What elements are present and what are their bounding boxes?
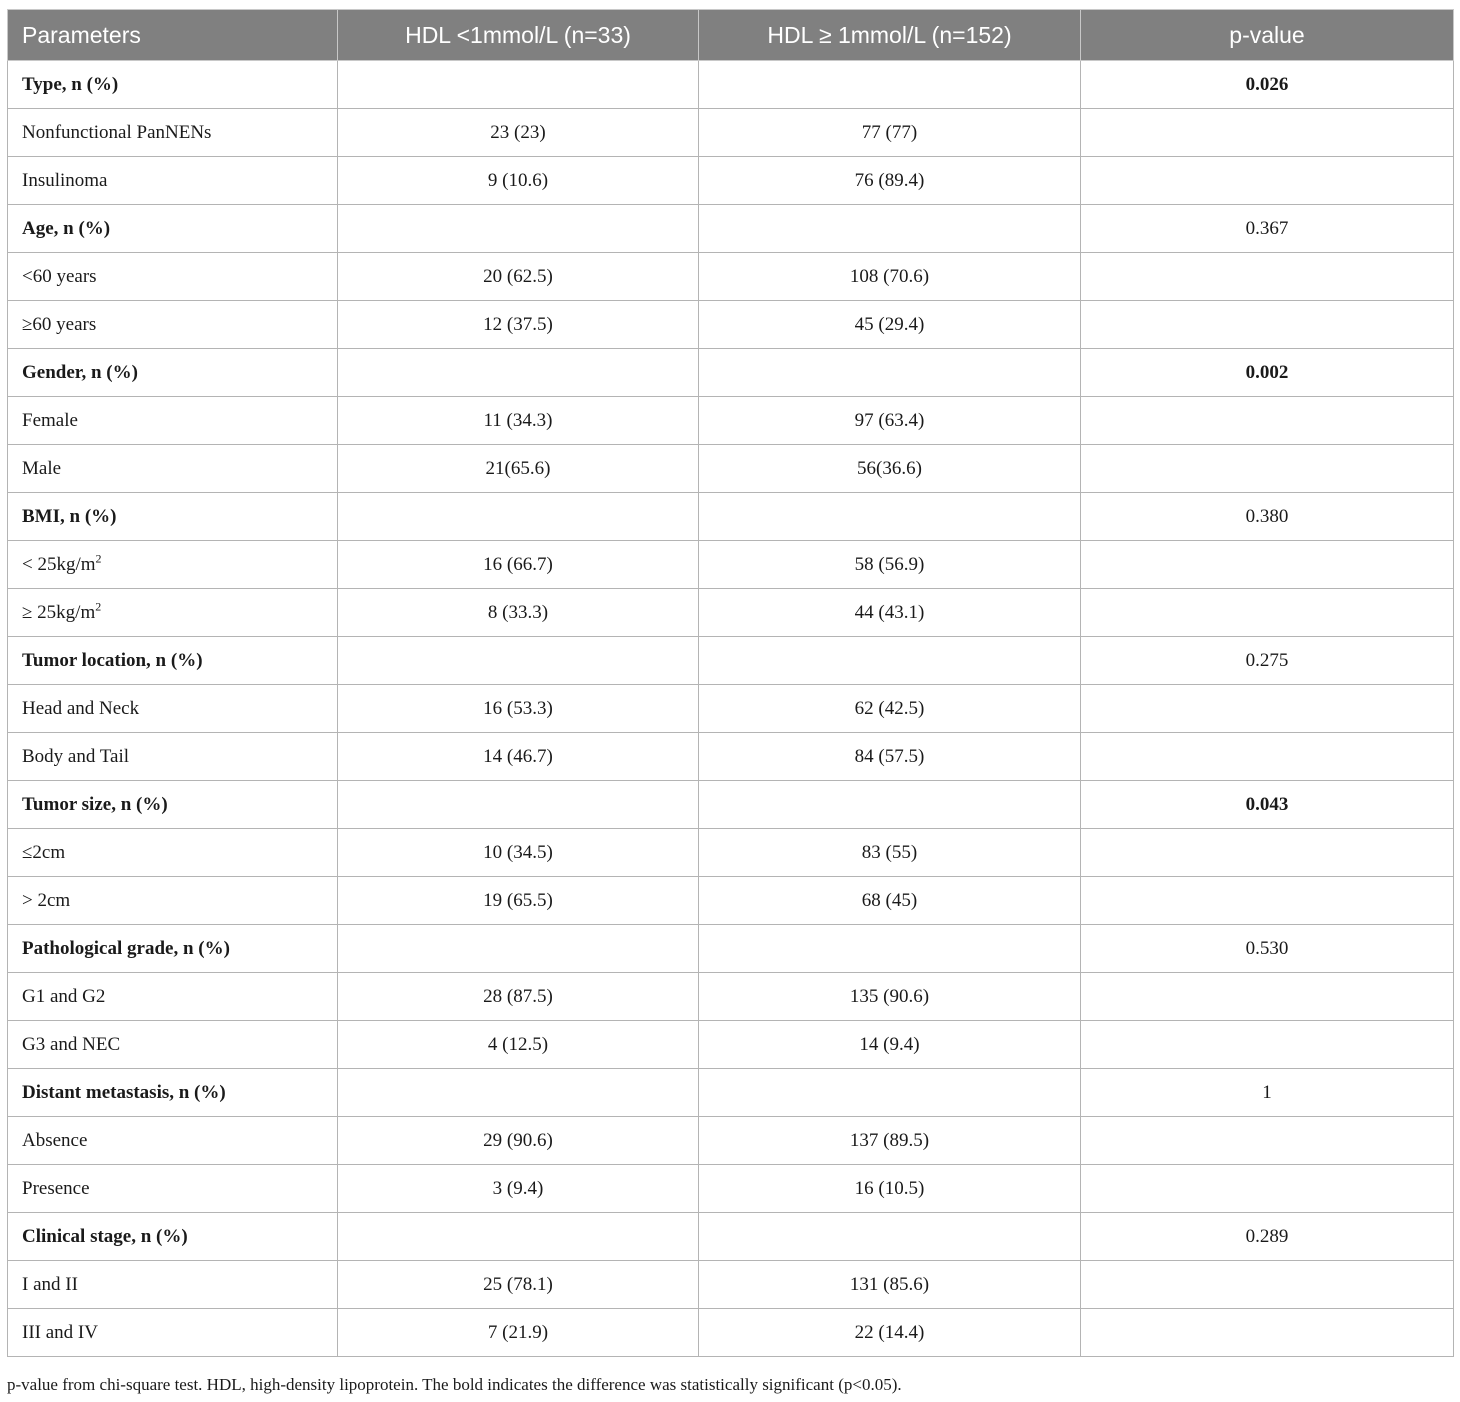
row-hdl-high-value: 56(36.6) [699,445,1081,493]
row-parameter-label: Distant metastasis, n (%) [22,1081,226,1103]
row-hdl-low-value: 4 (12.5) [338,1021,699,1069]
row-hdl-low-value: 9 (10.6) [338,157,699,205]
row-hdl-low-value [338,205,699,253]
row-parameter [8,925,338,973]
row-parameter [8,301,338,349]
row-parameter-label: Tumor location, n (%) [22,649,203,671]
row-parameter-label: Female [22,409,78,431]
row-parameter [8,1069,338,1117]
row-parameter-label: G1 and G2 [22,985,106,1007]
row-parameter [8,253,338,301]
row-hdl-low-value [338,349,699,397]
row-hdl-high-value [699,493,1081,541]
row-parameter-label: Gender, n (%) [22,361,138,383]
row-hdl-low-value: 8 (33.3) [338,589,699,637]
row-hdl-low-value: 20 (62.5) [338,253,699,301]
row-hdl-low-value [338,925,699,973]
row-hdl-high-value [699,637,1081,685]
row-p-value: 0.530 [1081,925,1454,973]
row-parameter-label: < 25kg/m [22,553,96,575]
row-parameter-label: Head and Neck [22,697,140,719]
table-row [8,1165,1454,1213]
row-parameter-label: > 2cm [22,889,71,911]
row-parameter [8,1309,338,1357]
row-parameter-label: <60 years [22,265,97,287]
table-body [8,61,1454,1357]
row-hdl-high-value [699,925,1081,973]
table-group-row [8,349,1454,397]
row-p-value [1081,157,1454,205]
row-hdl-high-value [699,1069,1081,1117]
row-hdl-low-value [338,1213,699,1261]
row-hdl-high-value [699,61,1081,109]
row-hdl-high-value: 135 (90.6) [699,973,1081,1021]
table-row [8,973,1454,1021]
row-hdl-high-value: 44 (43.1) [699,589,1081,637]
table-row [8,685,1454,733]
table-group-row [8,61,1454,109]
table-group-row [8,205,1454,253]
row-hdl-high-value: 62 (42.5) [699,685,1081,733]
row-p-value [1081,733,1454,781]
row-p-value [1081,973,1454,1021]
row-hdl-low-value [338,61,699,109]
row-parameter-label: ≤2cm [22,841,66,863]
row-parameter [8,205,338,253]
row-parameter-label: I and II [22,1273,78,1295]
row-p-value [1081,1261,1454,1309]
row-p-value: 0.380 [1081,493,1454,541]
table-row [8,1309,1454,1357]
row-parameter-label: BMI, n (%) [22,505,117,527]
table-row [8,253,1454,301]
row-parameter [8,1261,338,1309]
table-row [8,1117,1454,1165]
row-p-value: 0.043 [1081,781,1454,829]
superscript: 2 [95,551,102,566]
row-p-value: 0.367 [1081,205,1454,253]
row-parameter [8,445,338,493]
row-parameter-label: Presence [22,1177,90,1199]
row-parameter-label: Insulinoma [22,169,108,191]
row-p-value [1081,877,1454,925]
row-p-value [1081,541,1454,589]
row-parameter-label: Nonfunctional PanNENs [22,121,212,143]
row-hdl-high-value: 97 (63.4) [699,397,1081,445]
row-parameter [8,397,338,445]
row-hdl-low-value: 19 (65.5) [338,877,699,925]
table-header [8,10,1454,61]
header-row [8,10,1454,61]
row-parameter [8,61,338,109]
row-hdl-low-value [338,1069,699,1117]
row-hdl-high-value: 84 (57.5) [699,733,1081,781]
row-parameter [8,493,338,541]
header-parameters: Parameters [8,10,338,61]
row-parameter-label: Tumor size, n (%) [22,793,168,815]
row-p-value [1081,589,1454,637]
row-parameter [8,109,338,157]
row-hdl-low-value: 23 (23) [338,109,699,157]
table-row [8,397,1454,445]
row-hdl-low-value: 16 (53.3) [338,685,699,733]
row-hdl-high-value: 68 (45) [699,877,1081,925]
row-parameter [8,733,338,781]
row-p-value [1081,829,1454,877]
row-parameter-label: G3 and NEC [22,1033,121,1055]
row-hdl-high-value: 76 (89.4) [699,157,1081,205]
row-p-value [1081,685,1454,733]
row-hdl-high-value: 108 (70.6) [699,253,1081,301]
header-p-value: p-value [1081,10,1454,61]
row-hdl-low-value: 16 (66.7) [338,541,699,589]
table-group-row [8,1213,1454,1261]
row-parameter-label: Age, n (%) [22,217,111,239]
table-row [8,157,1454,205]
row-hdl-high-value: 22 (14.4) [699,1309,1081,1357]
table-group-row [8,637,1454,685]
row-hdl-low-value [338,637,699,685]
row-parameter [8,829,338,877]
row-p-value [1081,1309,1454,1357]
table-row [8,829,1454,877]
table-row [8,1261,1454,1309]
row-hdl-high-value: 77 (77) [699,109,1081,157]
row-p-value [1081,109,1454,157]
row-hdl-low-value: 12 (37.5) [338,301,699,349]
row-p-value [1081,253,1454,301]
row-hdl-low-value: 10 (34.5) [338,829,699,877]
row-hdl-high-value: 58 (56.9) [699,541,1081,589]
row-parameter-label: Pathological grade, n (%) [22,937,230,959]
row-parameter-label: Type, n (%) [22,73,119,95]
row-parameter [8,541,338,589]
table-row [8,877,1454,925]
row-parameter [8,1117,338,1165]
row-p-value [1081,301,1454,349]
row-p-value [1081,445,1454,493]
row-hdl-high-value [699,349,1081,397]
row-hdl-high-value: 83 (55) [699,829,1081,877]
row-parameter-label: Body and Tail [22,745,130,767]
row-parameter [8,157,338,205]
row-hdl-low-value [338,493,699,541]
hdl-comparison-table [7,9,1454,1357]
row-hdl-high-value [699,205,1081,253]
row-p-value: 1 [1081,1069,1454,1117]
row-hdl-low-value: 21(65.6) [338,445,699,493]
row-parameter-label: ≥ 25kg/m [22,601,96,623]
row-p-value: 0.275 [1081,637,1454,685]
row-parameter [8,877,338,925]
superscript: 2 [95,599,102,614]
row-parameter-label: ≥60 years [22,313,97,335]
table-footnote: p-value from chi-square test. HDL, high-density lipoprotein. The bold indicates the difference was statistically significant (p<0.05). [7,1375,902,1394]
row-p-value: 0.289 [1081,1213,1454,1261]
row-p-value: 0.026 [1081,61,1454,109]
row-hdl-high-value: 45 (29.4) [699,301,1081,349]
row-hdl-low-value: 25 (78.1) [338,1261,699,1309]
row-p-value: 0.002 [1081,349,1454,397]
table-group-row [8,925,1454,973]
row-parameter [8,973,338,1021]
data-table-container [7,9,1453,1357]
row-parameter-label: Male [22,457,62,479]
row-parameter [8,1165,338,1213]
row-hdl-low-value: 29 (90.6) [338,1117,699,1165]
row-hdl-low-value: 7 (21.9) [338,1309,699,1357]
table-group-row [8,781,1454,829]
row-hdl-high-value: 131 (85.6) [699,1261,1081,1309]
row-hdl-high-value [699,1213,1081,1261]
row-parameter [8,1213,338,1261]
row-parameter-label: III and IV [22,1321,98,1343]
table-row [8,541,1454,589]
row-hdl-low-value: 14 (46.7) [338,733,699,781]
table-row [8,733,1454,781]
header-hdl-high: HDL ≥ 1mmol/L (n=152) [699,10,1081,61]
row-hdl-high-value [699,781,1081,829]
row-parameter-label: Absence [22,1129,88,1151]
row-hdl-low-value [338,781,699,829]
row-hdl-high-value: 137 (89.5) [699,1117,1081,1165]
table-row [8,589,1454,637]
row-hdl-low-value: 11 (34.3) [338,397,699,445]
row-hdl-low-value: 3 (9.4) [338,1165,699,1213]
row-parameter [8,685,338,733]
table-row [8,445,1454,493]
table-group-row [8,493,1454,541]
row-p-value [1081,397,1454,445]
row-p-value [1081,1117,1454,1165]
table-row [8,109,1454,157]
row-parameter [8,637,338,685]
table-row [8,1021,1454,1069]
row-p-value [1081,1021,1454,1069]
header-hdl-low: HDL <1mmol/L (n=33) [338,10,699,61]
row-hdl-high-value: 16 (10.5) [699,1165,1081,1213]
row-hdl-low-value: 28 (87.5) [338,973,699,1021]
row-hdl-high-value: 14 (9.4) [699,1021,1081,1069]
row-parameter [8,1021,338,1069]
row-p-value [1081,1165,1454,1213]
row-parameter [8,349,338,397]
row-parameter [8,781,338,829]
row-parameter-label: Clinical stage, n (%) [22,1225,188,1247]
table-group-row [8,1069,1454,1117]
table-row [8,301,1454,349]
row-parameter [8,589,338,637]
